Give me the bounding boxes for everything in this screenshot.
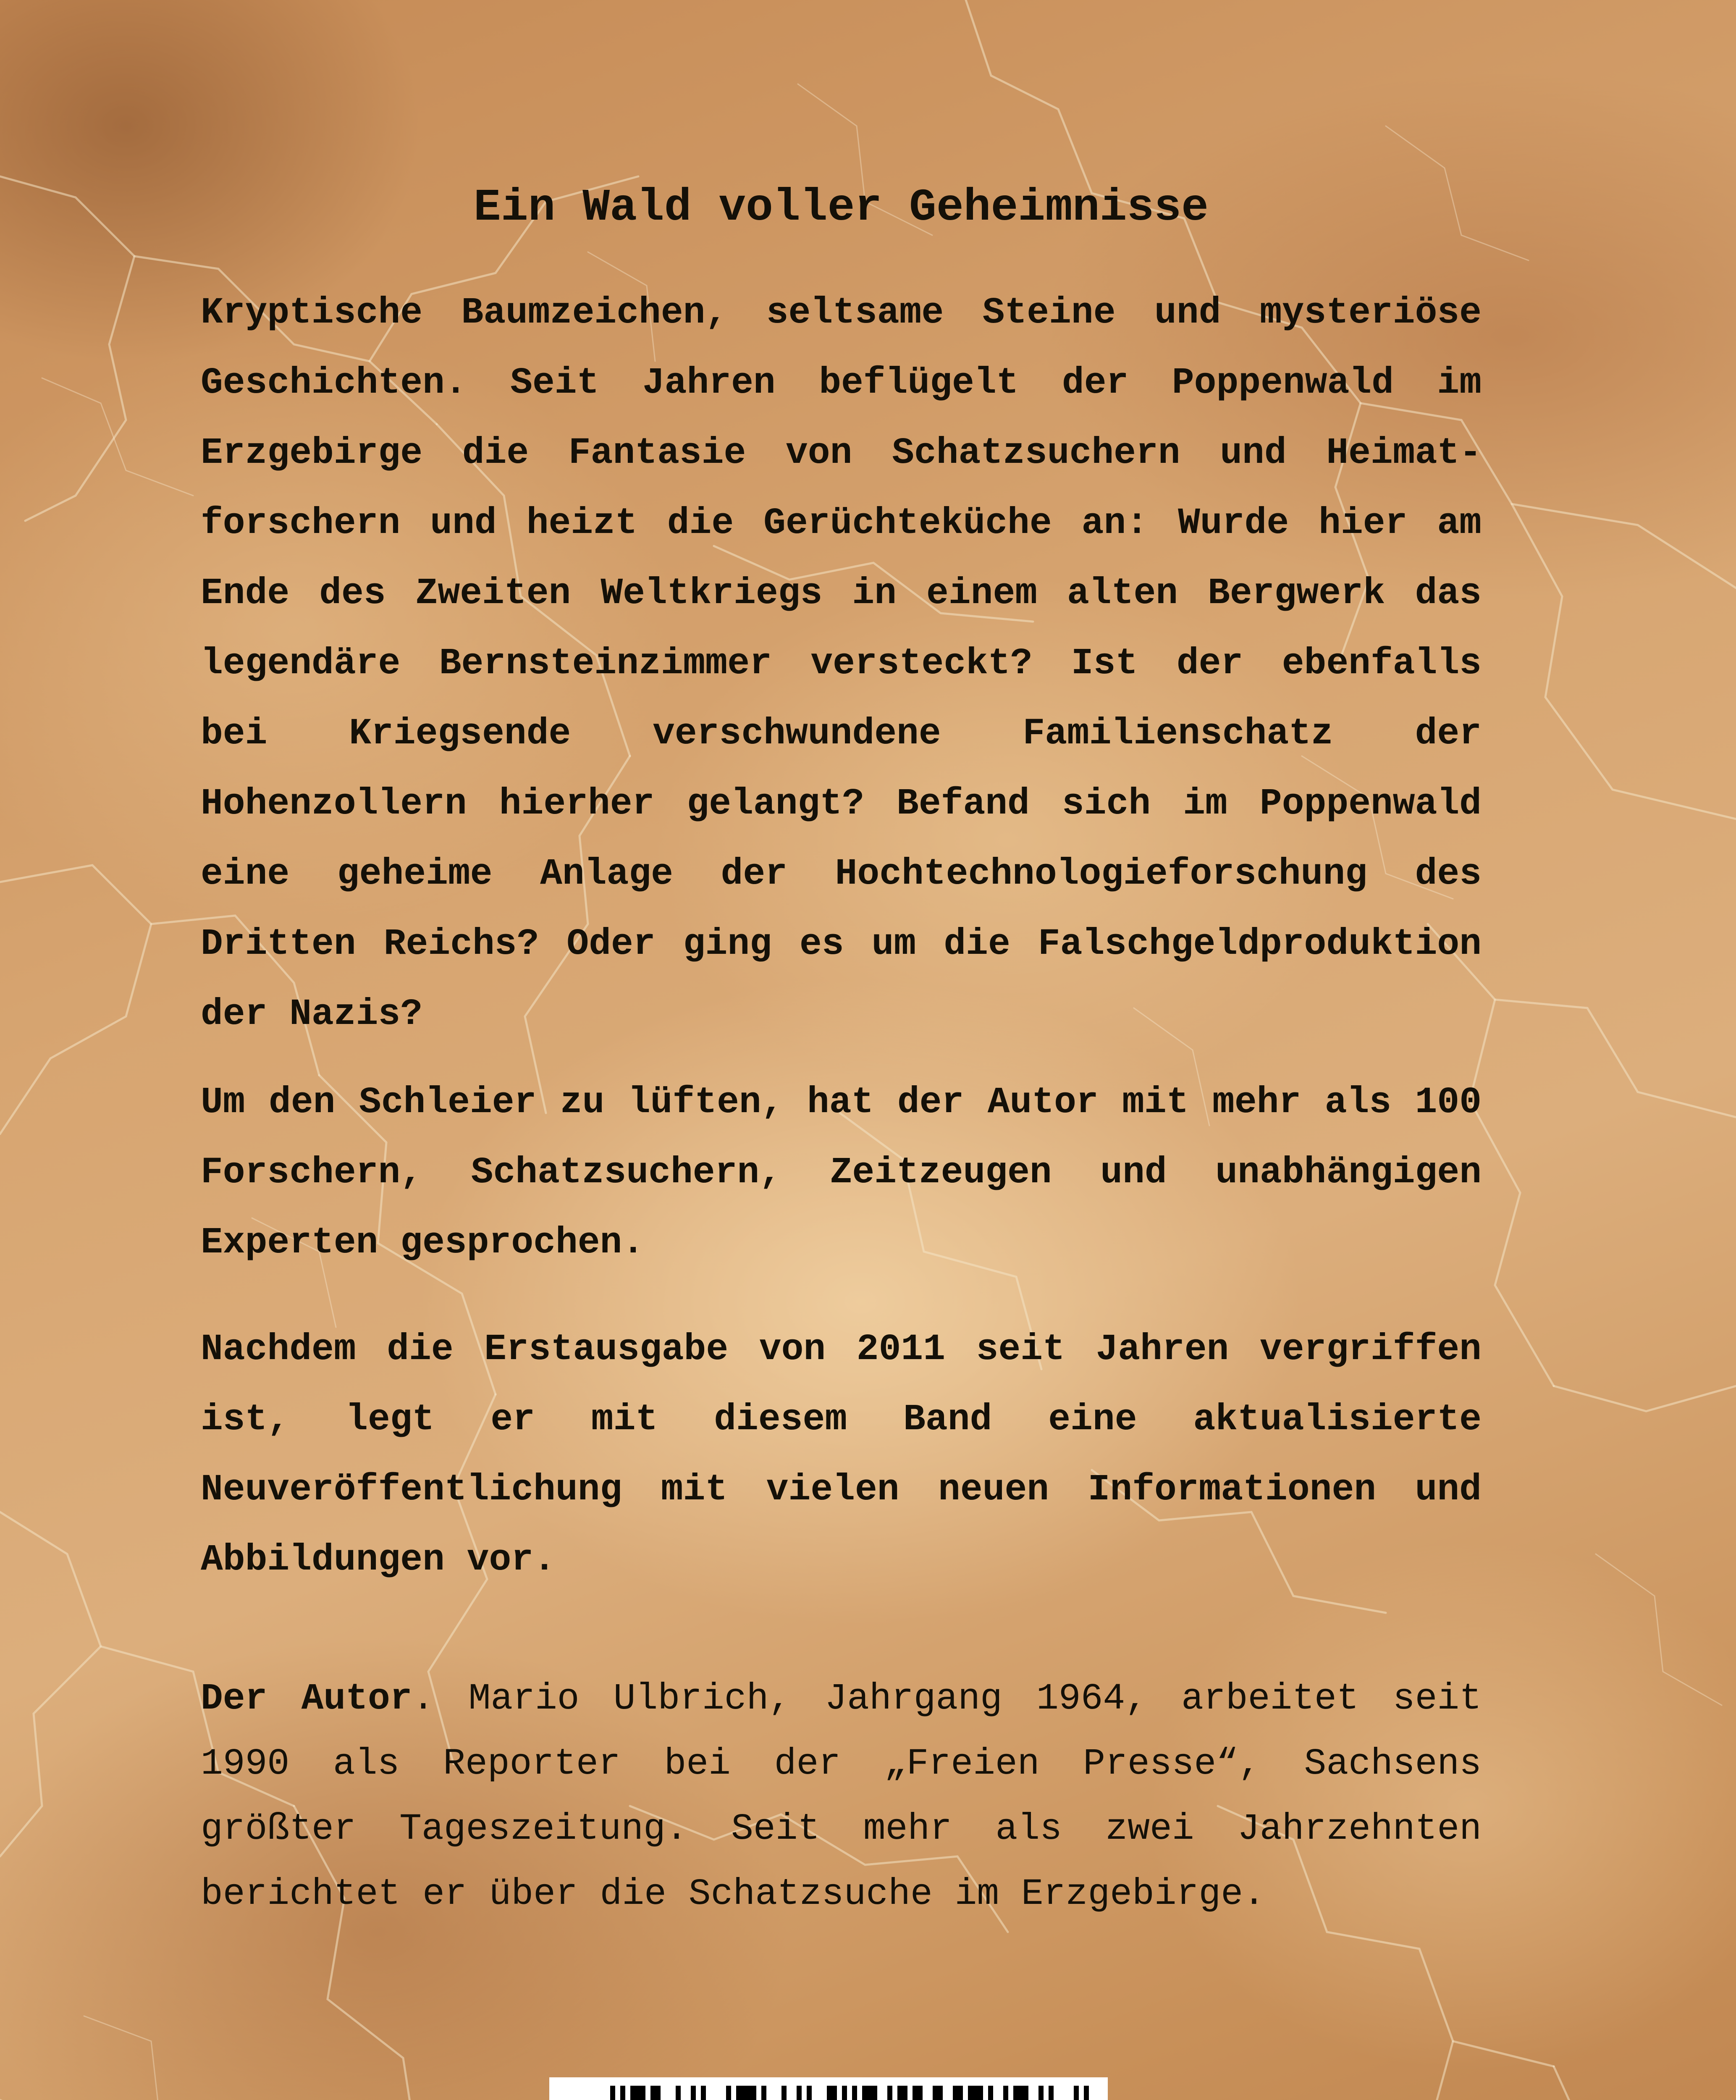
blurb-paragraph-1: Kryptische Baumzeichen, seltsame Steine und mysteriöse Geschichten. Seit Jahren beflügelt der Poppenwald im Erzgebirge die Fantasie von Schatzsuchern und Heimat-forschern und heizt die Gerüchteküche an: Wurde hier am Ende des Zweiten Weltkriegs in einem alten Bergwerk das legendäre Bernsteinzimmer versteckt? Ist der ebenfalls bei Kriegsende verschwundene Familienschatz der Hohenzollern hierher gelangt? Befand sich im Poppenwald eine geheime Anlage der Hochtechnologieforschung des Dritten Reichs? Oder ging es um die Falschgeldproduktion der Nazis? [201, 292, 1482, 1035]
barcode-bar [726, 2086, 731, 2100]
barcode-bar [630, 2086, 635, 2100]
barcode-bar [650, 2086, 656, 2100]
barcode-bar [1018, 2086, 1023, 2100]
barcode-bar [872, 2086, 877, 2100]
author-bio-text: . Mario Ulbrich, Jahrgang 1964, arbeitet seit 1990 als Reporter bei der „Freien Presse“, Sachsens größter Tageszeitung. Seit mehr als zwei Jahrzehnten berichtet er über die Schatzsuche im Erzgebirge. [201, 1678, 1482, 1915]
barcode-guard-bar [1074, 2086, 1079, 2100]
barcode-guard-bar [610, 2086, 615, 2100]
barcode-bar [902, 2086, 907, 2100]
blurb-paragraph-3: Nachdem die Erstausgabe von 2011 seit Jahren vergriffen ist, legt er mit diesem Band eine aktualisierte Neuveröffentlichung mit vielen neuen Informationen und Abbildungen vor. [201, 1329, 1482, 1581]
headline: Ein Wald voller Geheimnisse [474, 182, 1209, 234]
barcode-bar [751, 2086, 756, 2100]
barcode-bar [938, 2086, 943, 2100]
barcode-guard-bar [852, 2086, 857, 2100]
barcode-bar [958, 2086, 963, 2100]
barcode-bar [887, 2086, 892, 2100]
barcode-bar [761, 2086, 766, 2100]
barcode-bar [1013, 2086, 1018, 2100]
isbn-barcode [549, 2077, 1108, 2100]
barcode-bar [736, 2086, 741, 2100]
barcode-bar [656, 2086, 661, 2100]
barcode-bar [827, 2086, 832, 2100]
barcode-bar [797, 2086, 802, 2100]
barcode-bar [807, 2086, 812, 2100]
author-bio-label: Der Autor [201, 1678, 412, 1720]
barcode-bar [746, 2086, 751, 2100]
barcode-guard-bar [842, 2086, 847, 2100]
barcode-bar [781, 2086, 787, 2100]
barcode-bar [691, 2086, 696, 2100]
barcode-bar [867, 2086, 872, 2100]
barcode-bar [973, 2086, 978, 2100]
barcode-bar [676, 2086, 681, 2100]
barcode-bar [635, 2086, 640, 2100]
barcode-guard-bar [1084, 2086, 1089, 2100]
barcode-bar [862, 2086, 867, 2100]
barcode-bar [701, 2086, 706, 2100]
barcode-bar [1003, 2086, 1008, 2100]
barcode-bar [640, 2086, 645, 2100]
barcode-bars [549, 2077, 1108, 2100]
barcode-bar [741, 2086, 746, 2100]
barcode-bar [1038, 2086, 1044, 2100]
barcode-bar [968, 2086, 973, 2100]
barcode-bar [988, 2086, 993, 2100]
barcode-bar [913, 2086, 918, 2100]
barcode-bar [918, 2086, 923, 2100]
barcode-guard-bar [620, 2086, 625, 2100]
author-bio [201, 1667, 1482, 1927]
barcode-bar [897, 2086, 902, 2100]
barcode-bar [933, 2086, 938, 2100]
blurb-paragraph-2: Um den Schleier zu lüften, hat der Autor mit mehr als 100 Forschern, Schatzsuchern, Zeitzeugen und unabhängigen Experten gesprochen. [201, 1082, 1482, 1264]
barcode-bar [1049, 2086, 1054, 2100]
barcode-bar [978, 2086, 983, 2100]
barcode-bar [1023, 2086, 1028, 2100]
barcode-bar [832, 2086, 837, 2100]
barcode-bar [953, 2086, 958, 2100]
